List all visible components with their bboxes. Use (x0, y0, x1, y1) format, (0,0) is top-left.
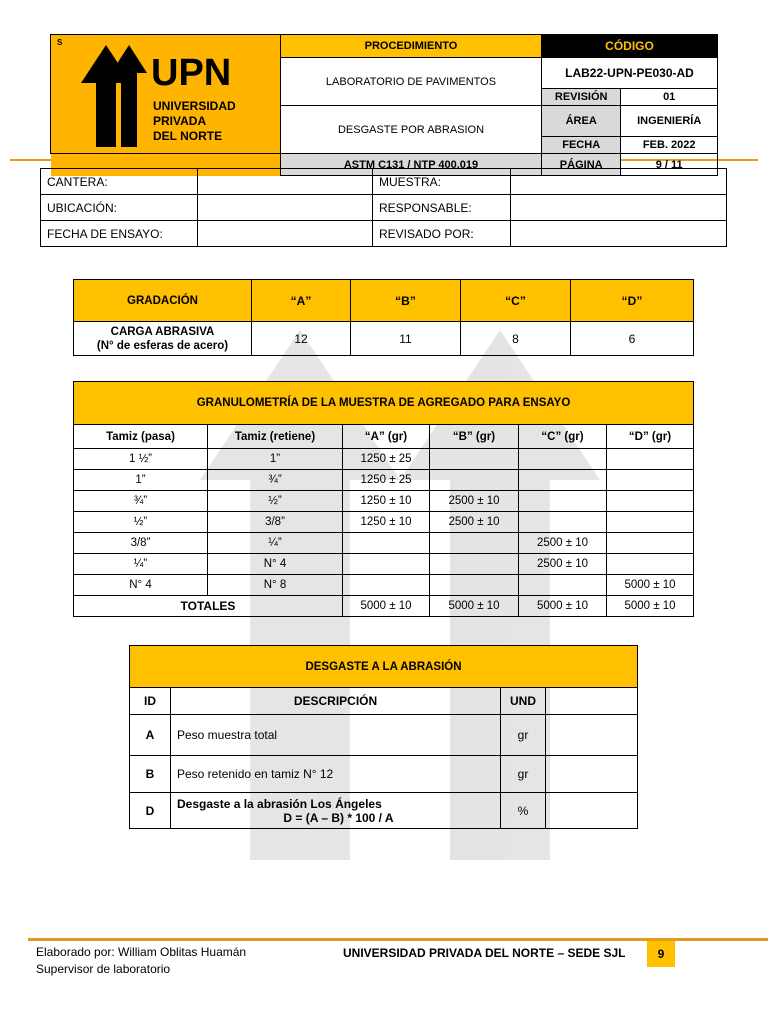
cell (607, 533, 694, 554)
cell (519, 575, 607, 596)
carga-b: 11 (351, 322, 461, 356)
cell: 3/8” (74, 533, 208, 554)
total-d: 5000 ± 10 (607, 596, 694, 617)
muestra-label: MUESTRA: (373, 169, 511, 195)
abr-id-d: D (130, 793, 171, 829)
footer-institution: UNIVERSIDAD PRIVADA DEL NORTE – SEDE SJL (343, 946, 626, 960)
logo-line1: UNIVERSIDAD (153, 99, 236, 113)
cell: 1250 ± 25 (343, 449, 430, 470)
cell: ¼” (74, 554, 208, 575)
cell (430, 533, 519, 554)
abr-desc-b: Peso retenido en tamiz N° 12 (171, 756, 501, 793)
cell (430, 449, 519, 470)
granulometry-table (73, 381, 694, 617)
fecha-label: FECHA (542, 136, 621, 154)
cell (343, 575, 430, 596)
totals-row (74, 596, 694, 617)
table-row (74, 449, 694, 470)
abr-und-b: gr (501, 756, 546, 793)
logo-line2: PRIVADA (153, 114, 207, 128)
cell: 2500 ± 10 (519, 554, 607, 575)
cell (430, 554, 519, 575)
carga-d: 6 (571, 322, 694, 356)
total-c: 5000 ± 10 (519, 596, 607, 617)
fecha-ensayo-field[interactable] (198, 221, 373, 247)
cell (519, 470, 607, 491)
abr-value-a[interactable] (546, 715, 638, 756)
cell: N° 4 (74, 575, 208, 596)
revisado-field[interactable] (511, 221, 727, 247)
cell (430, 575, 519, 596)
gran-header-c: “C” (gr) (519, 425, 607, 449)
lab-name: LABORATORIO DE PAVIMENTOS (281, 58, 542, 106)
abr-header-value (546, 688, 638, 715)
cell: ¼” (208, 533, 343, 554)
abr-und-a: gr (501, 715, 546, 756)
cell: 1” (208, 449, 343, 470)
carga-c: 8 (461, 322, 571, 356)
granulometry-title: GRANULOMETRÍA DE LA MUESTRA DE AGREGADO PARA ENSAYO (74, 382, 694, 425)
table-row (74, 491, 694, 512)
cell (607, 449, 694, 470)
logo-initials: UPN (151, 52, 232, 94)
cell (607, 554, 694, 575)
muestra-field[interactable] (511, 169, 727, 195)
cell: N° 8 (208, 575, 343, 596)
cell: ¾” (74, 491, 208, 512)
carga-abrasiva-label (74, 322, 252, 356)
gran-header-d: “D” (gr) (607, 425, 694, 449)
header-small-mark: S (57, 38, 63, 47)
pagina-value: 9 / 11 (621, 154, 718, 176)
gran-header-b: “B” (gr) (430, 425, 519, 449)
cell: ¾” (208, 470, 343, 491)
table-row (74, 575, 694, 596)
abr-und-d: % (501, 793, 546, 829)
codigo-label: CÓDIGO (542, 35, 718, 58)
abr-desc-d (171, 793, 501, 829)
info-table (40, 168, 727, 247)
gradation-col-c: “C” (461, 280, 571, 322)
standard: ASTM C131 / NTP 400.019 (281, 154, 542, 176)
gradation-table (73, 279, 694, 356)
cell (607, 512, 694, 533)
abr-desc-a: Peso muestra total (171, 715, 501, 756)
responsable-label: RESPONSABLE: (373, 195, 511, 221)
carga-abrasiva-line1: CARGA ABRASIVA (110, 325, 215, 338)
revision-label: REVISIÓN (542, 89, 621, 106)
footer-author: Elaborado por: William Oblitas Huamán (36, 945, 247, 959)
abr-header-und: UND (501, 688, 546, 715)
abr-formula: D = (A – B) * 100 / A (283, 810, 394, 825)
cell: 1250 ± 10 (343, 491, 430, 512)
totals-label: TOTALES (74, 596, 343, 617)
cell (519, 449, 607, 470)
gran-header-retiene: Tamiz (retiene) (208, 425, 343, 449)
fecha-value: FEB. 2022 (621, 136, 718, 154)
cell: 5000 ± 10 (607, 575, 694, 596)
carga-a: 12 (252, 322, 351, 356)
pagina-label: PÁGINA (542, 154, 621, 176)
area-value: INGENIERÍA (621, 106, 718, 137)
codigo-value: LAB22-UPN-PE030-AD (542, 58, 718, 89)
cell: 2500 ± 10 (430, 491, 519, 512)
ubicacion-field[interactable] (198, 195, 373, 221)
revision-value: 01 (621, 89, 718, 106)
abrasion-table (129, 645, 638, 829)
gran-header-pasa: Tamiz (pasa) (74, 425, 208, 449)
cell: 2500 ± 10 (519, 533, 607, 554)
ubicacion-label: UBICACIÓN: (41, 195, 198, 221)
upn-logo (51, 35, 281, 154)
table-row (74, 533, 694, 554)
cell: 2500 ± 10 (430, 512, 519, 533)
abr-desc-d-line1: Desgaste a la abrasión Los Ángeles (177, 796, 382, 811)
fecha-ensayo-label: FECHA DE ENSAYO: (41, 221, 198, 247)
document-header (50, 34, 718, 176)
abr-value-b[interactable] (546, 756, 638, 793)
upn-arrow-icon (51, 35, 280, 153)
table-row (130, 715, 638, 756)
gradation-header: GRADACIÓN (74, 280, 252, 322)
abr-id-b: B (130, 756, 171, 793)
cell (343, 533, 430, 554)
cell: N° 4 (208, 554, 343, 575)
carga-abrasiva-line2: (N° de esferas de acero) (96, 339, 229, 352)
logo-line3: DEL NORTE (153, 129, 223, 143)
gradation-col-a: “A” (252, 280, 351, 322)
cell: 3/8” (208, 512, 343, 533)
area-label: ÁREA (542, 106, 621, 137)
abr-id-a: A (130, 715, 171, 756)
abr-value-d[interactable] (546, 793, 638, 829)
table-row (130, 756, 638, 793)
cell (430, 470, 519, 491)
cell: ½” (208, 491, 343, 512)
table-row (74, 470, 694, 491)
table-row (74, 512, 694, 533)
responsable-field[interactable] (511, 195, 727, 221)
gradation-col-b: “B” (351, 280, 461, 322)
cell (519, 512, 607, 533)
test-name: DESGASTE POR ABRASION (281, 106, 542, 154)
cell (343, 554, 430, 575)
abr-header-desc: DESCRIPCIÓN (171, 688, 501, 715)
table-row (74, 554, 694, 575)
cell: 1” (74, 470, 208, 491)
cell: 1250 ± 25 (343, 470, 430, 491)
cantera-field[interactable] (198, 169, 373, 195)
footer-role: Supervisor de laboratorio (36, 962, 171, 976)
total-a: 5000 ± 10 (343, 596, 430, 617)
table-row (130, 793, 638, 829)
cell (607, 470, 694, 491)
cell: 1250 ± 10 (343, 512, 430, 533)
cell: ½” (74, 512, 208, 533)
abr-header-id: ID (130, 688, 171, 715)
procedure-title: PROCEDIMIENTO (281, 35, 542, 58)
footer-page-number: 9 (647, 941, 675, 967)
cell (519, 491, 607, 512)
cell (607, 491, 694, 512)
gradation-col-d: “D” (571, 280, 694, 322)
gran-header-a: “A” (gr) (343, 425, 430, 449)
cantera-label: CANTERA: (41, 169, 198, 195)
total-b: 5000 ± 10 (430, 596, 519, 617)
abrasion-title: DESGASTE A LA ABRASIÓN (130, 646, 638, 688)
revisado-label: REVISADO POR: (373, 221, 511, 247)
cell: 1 ½” (74, 449, 208, 470)
